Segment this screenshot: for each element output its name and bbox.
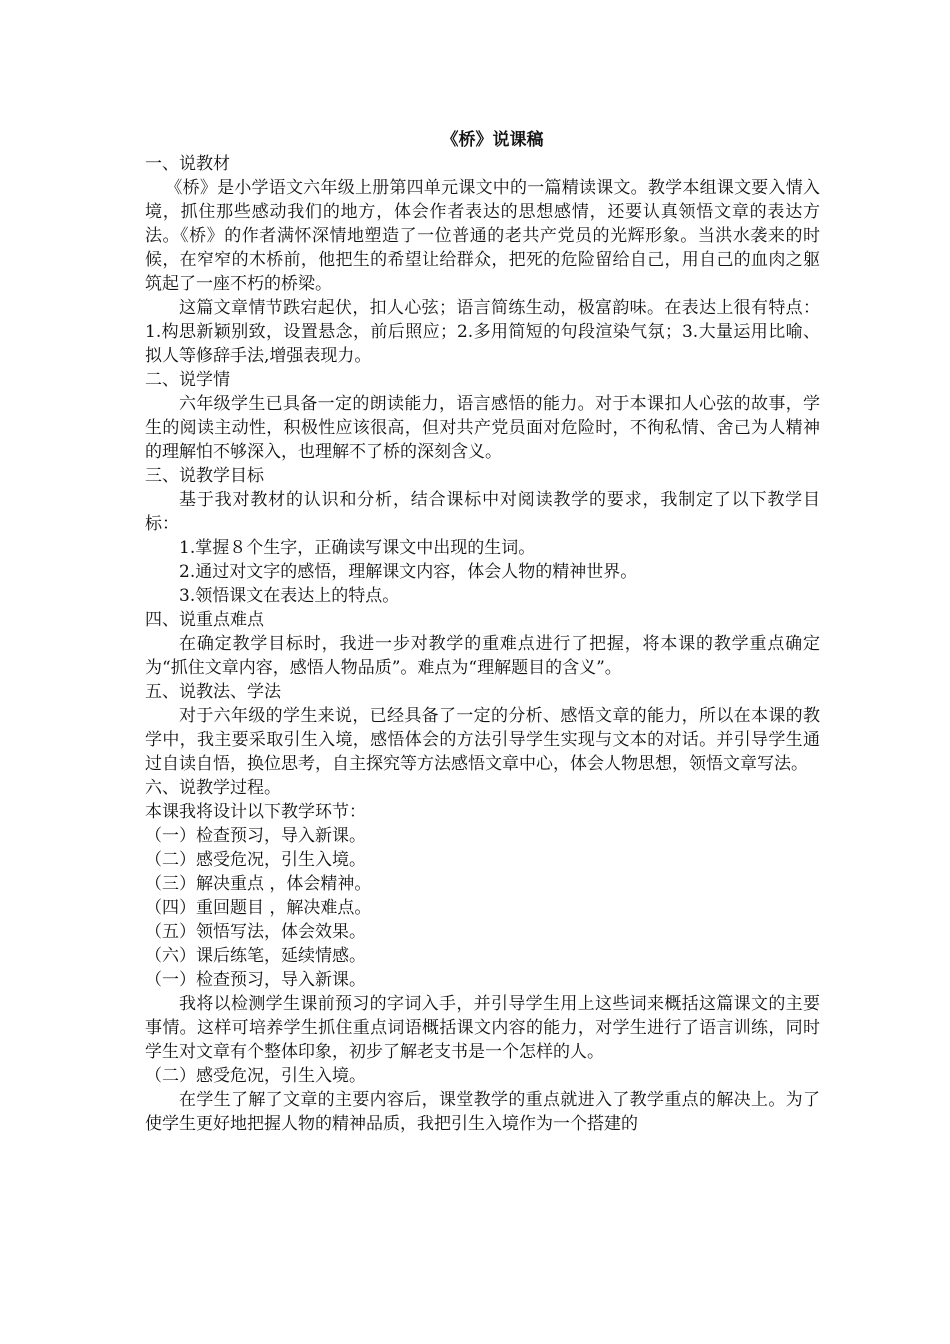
section-heading-key-points: 四、说重点难点 bbox=[145, 610, 264, 630]
document-title: 《桥》说课稿 bbox=[441, 130, 544, 150]
process-step: （二）感受危况，引生入境。 bbox=[145, 850, 366, 870]
section-heading-textbook: 一、说教材 bbox=[145, 154, 230, 174]
paragraph-textbook-intro: 《桥》是小学语文六年级上册第四单元课文中的一篇精读课文。教学本组课文要入情入境，抓住那些感动我们的地方，体会作者表达的思想感情，还要认真领悟文章的表达方法。《桥》的作者满怀深情地塑造了一位普通的老共产党员的光辉形象。当洪水袭来的时候，在窄窄的木桥前，他把生的希望让给群众，把死的危险留给自己，用自己的血肉之躯筑起了一座不朽的桥梁。 bbox=[145, 178, 820, 294]
paragraph-goals: 基于我对教材的认识和分析，结合课标中对阅读教学的要求，我制定了以下教学目标： bbox=[145, 490, 820, 534]
paragraph-students: 六年级学生已具备一定的朗读能力，语言感悟的能力。对于本课扣人心弦的故事，学生的阅读主动性，积极性应该很高，但对共产党员面对危险时，不徇私情、舍己为人精神的理解怕不够深入，也理解不了桥的深刻含义。 bbox=[145, 394, 820, 462]
process-step: （四）重回题目 ，解决难点。 bbox=[145, 898, 372, 918]
paragraph-key-points: 在确定教学目标时，我进一步对教学的重难点进行了把握，将本课的教学重点确定为“抓住文章内容，感悟人物品质”。难点为“理解题目的含义”。 bbox=[145, 634, 820, 678]
step-heading-danger: （二）感受危况，引生入境。 bbox=[145, 1066, 366, 1086]
process-step: （六）课后练笔，延续情感。 bbox=[145, 946, 366, 966]
process-step: （五）领悟写法，体会效果。 bbox=[145, 922, 366, 942]
section-heading-process: 六、说教学过程。 bbox=[145, 778, 281, 798]
paragraph-textbook-features: 这篇文章情节跌宕起伏，扣人心弦；语言简练生动，极富韵味。在表达上很有特点：1.构思新颖别致，设置悬念，前后照应；2.多用简短的句段渲染气氛；3.大量运用比喻、拟人等修辞手法,增强表现力。 bbox=[145, 298, 820, 366]
paragraph-methods: 对于六年级的学生来说，已经具备了一定的分析、感悟文章的能力，所以在本课的教学中，我主要采取引生入境，感悟体会的方法引导学生实现与文本的对话。并引导学生通过自读自悟，换位思考，自主探究等方法感悟文章中心，体会人物思想，领悟文章写法。 bbox=[145, 706, 820, 774]
section-heading-students: 二、说学情 bbox=[145, 370, 230, 390]
process-step: （一）检查预习，导入新课。 bbox=[145, 826, 366, 846]
goal-item: 2.通过对文字的感悟，理解课文内容，体会人物的精神世界。 bbox=[179, 562, 638, 582]
paragraph-step-preview: 我将以检测学生课前预习的字词入手，并引导学生用上这些词来概括这篇课文的主要事情。这样可培养学生抓住重点词语概括课文内容的能力，对学生进行了语言训练，同时学生对文章有个整体印象，初步了解老支书是一个怎样的人。 bbox=[145, 994, 820, 1062]
paragraph-step-danger: 在学生了解了文章的主要内容后，课堂教学的重点就进入了教学重点的解决上。为了使学生更好地把握人物的精神品质，我把引生入境作为一个搭建的 bbox=[145, 1090, 820, 1134]
goal-item: 3.领悟课文在表达上的特点。 bbox=[179, 586, 400, 606]
process-step: （三）解决重点 ，体会精神。 bbox=[145, 874, 372, 894]
section-heading-methods: 五、说教法、学法 bbox=[145, 682, 281, 702]
step-heading-preview: （一）检查预习，导入新课。 bbox=[145, 970, 366, 990]
goal-item: 1.掌握８个生字，正确读写课文中出现的生词。 bbox=[179, 538, 536, 558]
document-page bbox=[145, 128, 820, 1136]
section-heading-goals: 三、说教学目标 bbox=[145, 466, 264, 486]
process-intro: 本课我将设计以下教学环节： bbox=[145, 802, 366, 822]
